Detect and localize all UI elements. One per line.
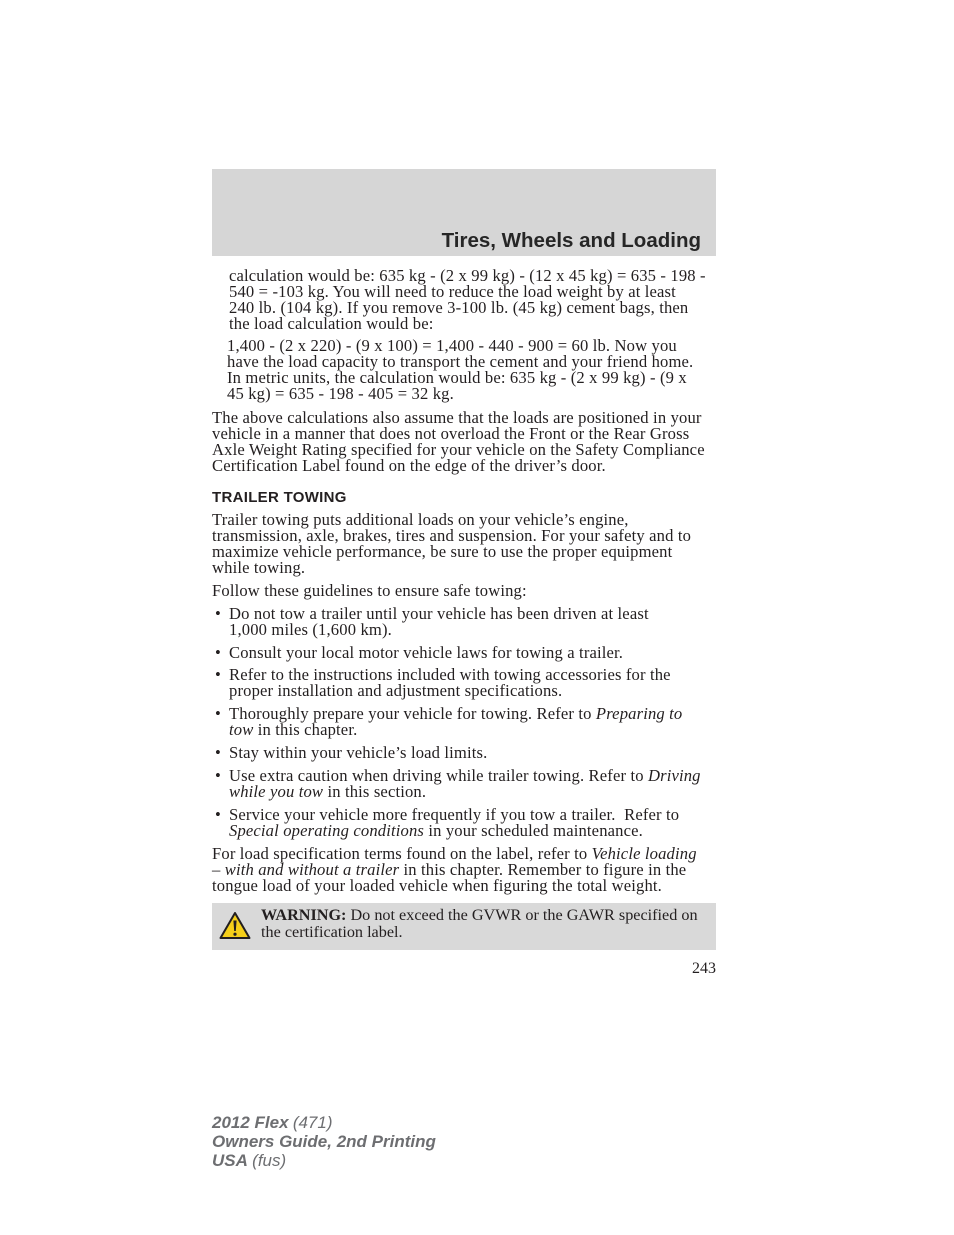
text-line: Axle Weight Rating specified for your vehicle on the Safety Compliance <box>212 440 705 460</box>
footer-model-code: (471) <box>292 1113 333 1132</box>
text-line: the certification label. <box>261 923 403 941</box>
load-calculation-result <box>227 335 694 404</box>
bullet-marker: • <box>215 804 221 824</box>
cross-reference-title: Driving <box>647 765 701 785</box>
bullet-marker: • <box>215 642 221 662</box>
text-line: the load calculation would be: <box>229 314 434 334</box>
text-line: 45 kg) = 635 - 198 - 405 = 32 kg. <box>227 384 454 404</box>
guideline-item <box>212 664 671 700</box>
cross-reference-title: while you tow <box>229 781 324 801</box>
guideline-text <box>229 804 680 840</box>
line-text: in this chapter. <box>253 719 358 739</box>
text-line: Do not tow a trailer until your vehicle has been driven at least <box>229 603 649 623</box>
guideline-item <box>212 804 680 840</box>
guidelines-lead <box>212 580 527 600</box>
line-text: Use extra caution when driving while trailer towing. Refer to <box>229 765 648 785</box>
cross-reference-title: Preparing to <box>595 703 683 723</box>
text-line: Consult your local motor vehicle laws for towing a trailer. <box>229 642 624 662</box>
text-line: 240 lb. (104 kg). If you remove 3-100 lb. (45 kg) cement bags, then <box>229 298 689 318</box>
guideline-text <box>229 703 683 739</box>
bullet-marker: • <box>215 664 221 684</box>
bullet-marker: • <box>215 765 221 785</box>
axle-rating-note <box>212 407 705 476</box>
text-line <box>229 820 679 840</box>
footer-guide-edition: Owners Guide, 2nd Printing <box>212 1132 436 1151</box>
guideline-item <box>212 765 701 801</box>
text-line: Follow these guidelines to ensure safe towing: <box>212 580 527 600</box>
text-line: calculation would be: 635 kg - (2 x 99 kg) - (12 x 45 kg) = 635 - 198 - <box>229 265 706 285</box>
text-line: In metric units, the calculation would be: 635 kg - (2 x 99 kg) - (9 x <box>227 368 687 388</box>
text-line: Service your vehicle more frequently if you tow a trailer. Refer to <box>229 804 680 824</box>
text-line: 1,400 - (2 x 220) - (9 x 100) = 1,400 - 440 - 900 = 60 lb. Now you <box>227 335 677 355</box>
text-line: vehicle in a manner that does not overload the Front or the Rear Gross <box>212 423 690 443</box>
cross-reference-title: tow <box>229 719 254 739</box>
text-line: proper installation and adjustment specifications. <box>229 680 563 700</box>
section-heading-trailer-towing: TRAILER TOWING <box>212 489 347 506</box>
guideline-item <box>212 642 624 662</box>
text-line: maximize vehicle performance, be sure to use the proper equipment <box>212 542 673 562</box>
text-line: have the load capacity to transport the cement and your friend home. <box>227 351 694 371</box>
warning-triangle-icon <box>219 911 251 940</box>
guideline-text <box>229 664 671 700</box>
text-line: 540 = -103 kg. You will need to reduce the load weight by at least <box>229 281 676 301</box>
text-line: Trailer towing puts additional loads on your vehicle’s engine, <box>212 509 629 529</box>
trailer-towing-intro <box>212 509 692 578</box>
text-line: Certification Label found on the edge of the driver’s door. <box>212 456 606 476</box>
footer-model-line <box>212 1113 436 1132</box>
warning-callout <box>212 903 716 950</box>
text-line: transmission, axle, brakes, tires and suspension. For your safety and to <box>212 525 692 545</box>
guideline-item <box>212 703 683 739</box>
footer-market: USA <box>212 1151 248 1170</box>
label-reference-paragraph <box>212 843 697 896</box>
guideline-text <box>229 603 649 639</box>
footer-model: 2012 Flex <box>212 1113 289 1132</box>
text-line <box>229 719 682 739</box>
bullet-marker: • <box>215 603 221 623</box>
warning-text <box>261 907 698 941</box>
text-line: 1,000 miles (1,600 km). <box>229 619 392 639</box>
guideline-text <box>229 765 701 801</box>
text-line <box>261 907 698 924</box>
page-number: 243 <box>692 960 716 977</box>
text-line: The above calculations also assume that the loads are positioned in your <box>212 407 702 427</box>
line-text: Thoroughly prepare your vehicle for towing. Refer to <box>229 703 596 723</box>
bullet-marker: • <box>215 703 221 723</box>
guideline-item <box>212 742 488 762</box>
load-calculation-continued <box>229 265 706 334</box>
chapter-header-band <box>212 169 716 256</box>
guideline-text <box>229 642 624 662</box>
cross-reference-title: Special operating conditions <box>229 820 425 840</box>
chapter-title: Tires, Wheels and Loading <box>441 229 701 252</box>
footer-market-line <box>212 1151 436 1170</box>
warning-label: WARNING: <box>261 906 347 924</box>
footer-edition-line <box>212 1132 436 1151</box>
cross-reference-title: – with and without a trailer <box>212 859 400 879</box>
line-text: in this section. <box>323 781 427 801</box>
bullet-marker: • <box>215 742 221 762</box>
guideline-text <box>229 742 488 762</box>
text-line: Stay within your vehicle’s load limits. <box>229 742 488 762</box>
line-text: For load specification terms found on the label, refer to <box>212 843 592 863</box>
text-line: while towing. <box>212 558 306 578</box>
publication-footer <box>212 1113 436 1170</box>
text-line <box>229 781 701 801</box>
guideline-item <box>212 603 649 639</box>
text-line: Refer to the instructions included with towing accessories for the <box>229 664 671 684</box>
cross-reference-title: Vehicle loading <box>591 843 697 863</box>
footer-market-code: (fus) <box>252 1151 287 1170</box>
warning-message: Do not exceed the GVWR or the GAWR specified on <box>350 906 698 924</box>
line-text: in this chapter. Remember to figure in the <box>399 859 687 879</box>
text-line: tongue load of your loaded vehicle when figuring the total weight. <box>212 876 662 896</box>
line-text: in your scheduled maintenance. <box>424 820 643 840</box>
